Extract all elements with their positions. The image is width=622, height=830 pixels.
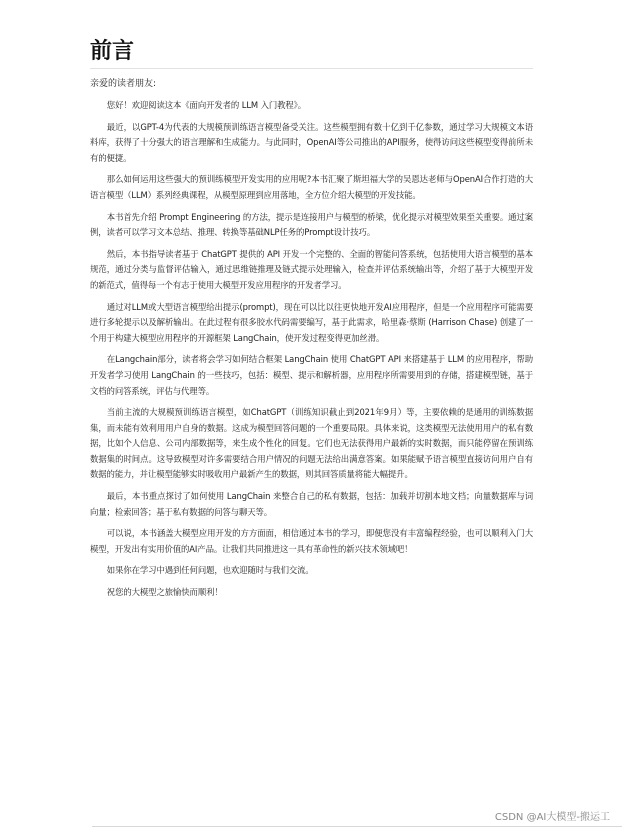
paragraph: 那么如何运用这些强大的预训练模型开发实用的应用呢?本书汇聚了斯坦福大学的吴恩达老师与OpenAI合作打造的大语言模型（LLM）系列经典课程，从模型原理到应用落地，全方位介绍大模型的开发技能。 (90, 174, 533, 200)
paragraph: 最近，以GPT-4为代表的大规模预训练语言模型备受关注。这些模型拥有数十亿到千亿参数，通过学习大规模文本语料库，获得了十分强大的语言理解和生成能力。与此同时，OpenAI等公司推出的API服务，使得访问这些模型变得前所未有的便捷。 (90, 121, 533, 163)
paragraph: 祝您的大模型之旅愉快而顺利！ (106, 587, 223, 598)
paragraph: 最后，本书重点探讨了如何使用 LangChain 来整合自己的私有数据，包括：加载并切割本地文档；向量数据库与词向量；检索回答；基于私有数据的问答与聊天等。 (90, 491, 533, 517)
paragraph: 可以说，本书涵盖大模型应用开发的方方面面，相信通过本书的学习，即便您没有丰富编程经验，也可以顺利入门大模型，开发出有实用价值的AI产品。让我们共同推进这一具有革命性的新兴技术领域吧！ (90, 528, 533, 554)
paragraph: 通过对LLM或大型语言模型给出提示(prompt)，现在可以比以往更快地开发AI应用程序，但是一个应用程序可能需要进行多轮提示以及解析输出。在此过程有很多胶水代码需要编写，基于此需求，哈里森·蔡斯 (Harrison Chase) 创建了一个用于构建大模型应用程序的开源框架 LangChain，使开发过程变得更加丝滑。 (90, 301, 533, 343)
page-title: 前言 (90, 34, 533, 69)
source-watermark: CSDN @AI大模型-搬运工 (494, 812, 610, 823)
footer-divider (92, 826, 622, 827)
paragraph: 在Langchain部分，读者将会学习如何结合框架 LangChain 使用 ChatGPT API 来搭建基于 LLM 的应用程序，帮助开发者学习使用 LangChain 的一些技巧，包括：模型、提示和解析器，应用程序所需要用到的存储，搭建模型链，基于文档的问答系统，评估与代理等。 (90, 354, 533, 396)
paragraph: 如果你在学习中遇到任何问题，也欢迎随时与我们交流。 (106, 565, 314, 576)
paragraph: 当前主流的大规模预训练语言模型，如ChatGPT（训练知识截止到2021年9月）等，主要依赖的是通用的训练数据集，而未能有效利用用户自身的数据。这成为模型回答问题的一个重要局限。具体来说，这类模型无法使用用户的私有数据，比如个人信息、公司内部数据等，来生成个性化的回复。它们也无法获得用户最新的实时数据，而只能停留在预训练数据集的时间点。这导致模型对许多需要结合用户情况的问题无法给出满意答案。如果能赋予语言模型直接访问用户自有数据的能力，并让模型能够实时吸收用户最新产生的数据，则其回答质量将能大幅提升。 (90, 407, 533, 480)
document-page (90, 34, 533, 607)
paragraph: 然后，本书指导读者基于 ChatGPT 提供的 API 开发一个完整的、全面的智能问答系统，包括使用大语言模型的基本规范，通过分类与监督评估输入，通过思维链推理及链式提示处理输入，检查并评估系统输出等，介绍了基于大模型开发的新范式，值得每一个有志于使用大模型开发应用程序的开发者学习。 (90, 248, 533, 290)
paragraph: 您好！欢迎阅读这本《面向开发者的 LLM 入门教程》。 (106, 100, 307, 110)
salutation: 亲爱的读者朋友: (90, 79, 157, 89)
paragraph: 本书首先介绍 Prompt Engineering 的方法，提示是连接用户与模型的桥梁，优化提示对模型效果至关重要。通过案例，读者可以学习文本总结、推理、转换等基础NLP任务的Prompt设计技巧。 (90, 211, 533, 238)
